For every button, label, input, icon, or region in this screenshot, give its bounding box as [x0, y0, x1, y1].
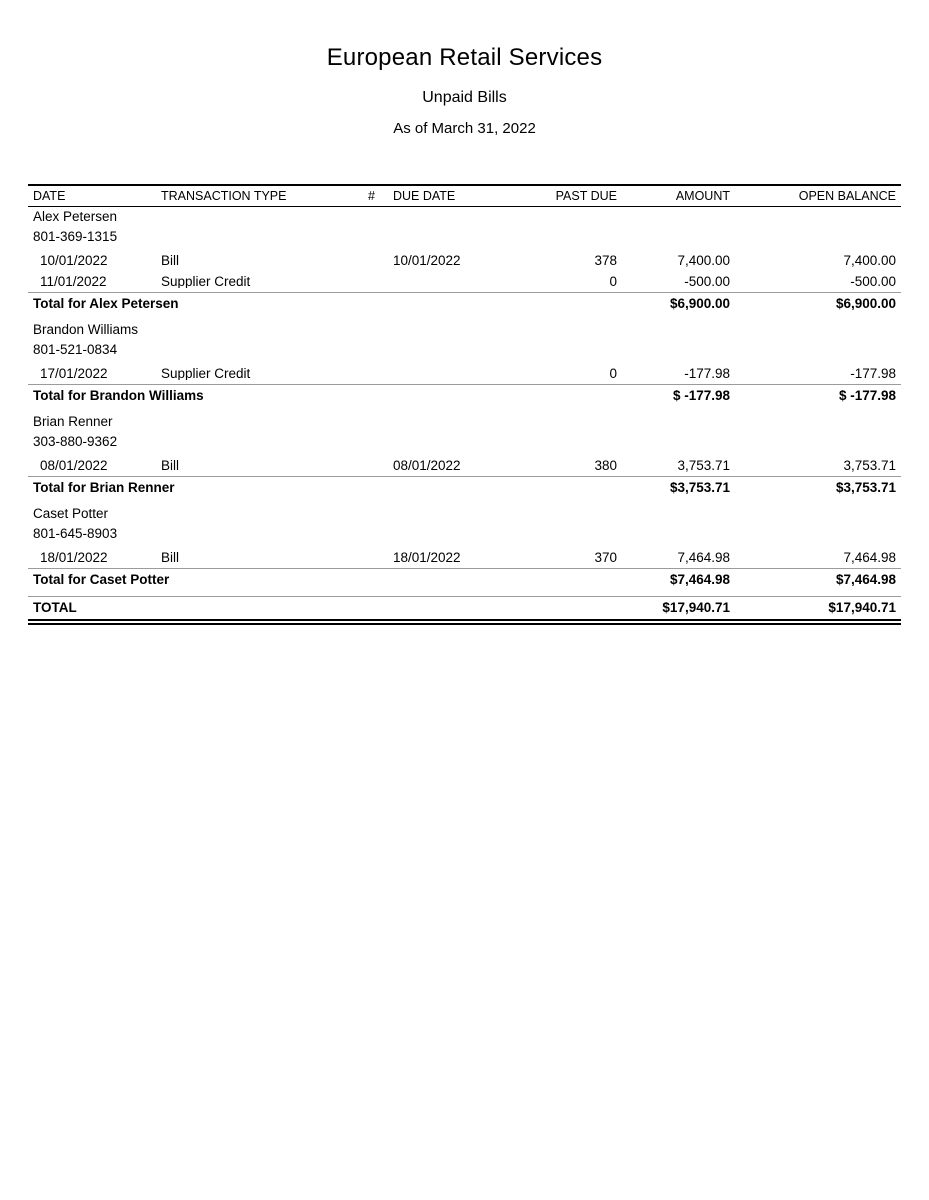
vendor-phone: 801-369-1315: [33, 230, 118, 244]
group-total-amount: $3,753.71: [669, 480, 730, 495]
table-header-row: [28, 184, 901, 207]
cell-date: 11/01/2022: [40, 274, 107, 289]
group-total-open-balance: $7,464.98: [835, 572, 896, 587]
column-header-past-due: PAST DUE: [555, 189, 617, 203]
vendor-group: [28, 504, 901, 590]
group-total-label: Total for Alex Petersen: [33, 296, 179, 311]
cell-transaction-type: Supplier Credit: [161, 274, 251, 289]
cell-open-balance: -500.00: [850, 274, 896, 289]
bill-row: [28, 271, 901, 292]
cell-due-date: 08/01/2022: [393, 458, 461, 473]
cell-open-balance: 3,753.71: [843, 458, 896, 473]
grand-total-open-balance: $17,940.71: [828, 601, 896, 615]
group-total-row: [28, 568, 901, 590]
cell-amount: 7,464.98: [677, 550, 730, 565]
vendor-phone-row: [28, 524, 901, 544]
column-header-open-balance: OPEN BALANCE: [798, 189, 896, 203]
column-header-number: #: [368, 189, 375, 203]
group-total-row: [28, 292, 901, 314]
bill-row: [28, 547, 901, 568]
report-date: As of March 31, 2022: [393, 120, 536, 137]
column-header-due-date: DUE DATE: [393, 189, 456, 203]
vendor-name-row: [28, 412, 901, 432]
group-total-amount: $6,900.00: [669, 296, 730, 311]
vendor-phone-row: [28, 432, 901, 452]
company-name: European Retail Services: [326, 44, 603, 71]
cell-date: 18/01/2022: [40, 550, 108, 565]
cell-past-due: 0: [609, 366, 617, 381]
vendor-name: Brandon Williams: [33, 323, 139, 337]
column-header-amount: AMOUNT: [675, 189, 730, 203]
grand-total-amount: $17,940.71: [662, 601, 730, 615]
group-total-label: Total for Brandon Williams: [33, 388, 204, 403]
vendor-phone-row: [28, 340, 901, 360]
bill-row: [28, 363, 901, 384]
grand-total-label: TOTAL: [33, 601, 77, 615]
column-header-transaction-type: TRANSACTION TYPE: [161, 189, 287, 203]
cell-amount: 3,753.71: [677, 458, 730, 473]
group-total-open-balance: $6,900.00: [835, 296, 896, 311]
cell-transaction-type: Bill: [161, 550, 180, 565]
vendor-name: Alex Petersen: [33, 210, 118, 224]
report-title: Unpaid Bills: [422, 89, 507, 106]
grand-total-row: [28, 596, 901, 619]
cell-past-due: 0: [609, 274, 617, 289]
cell-due-date: 18/01/2022: [393, 550, 461, 565]
vendor-name-row: [28, 504, 901, 524]
cell-date: 17/01/2022: [40, 366, 108, 381]
bill-row: [28, 250, 901, 271]
cell-past-due: 370: [594, 550, 617, 565]
cell-transaction-type: Supplier Credit: [161, 366, 251, 381]
vendor-group: [28, 320, 901, 406]
group-total-label: Total for Caset Potter: [33, 572, 170, 587]
cell-date: 10/01/2022: [40, 253, 108, 268]
cell-open-balance: 7,464.98: [843, 550, 896, 565]
vendor-phone: 801-521-0834: [33, 343, 118, 357]
vendor-group: [28, 412, 901, 498]
vendor-name-row: [28, 207, 901, 227]
vendor-name: Caset Potter: [33, 507, 109, 521]
group-total-open-balance: $ -177.98: [838, 388, 896, 403]
cell-open-balance: -177.98: [850, 366, 896, 381]
vendor-name: Brian Renner: [33, 415, 113, 429]
bottom-double-rule: [28, 619, 901, 625]
vendor-group: [28, 207, 901, 314]
group-total-row: [28, 476, 901, 498]
vendor-phone-row: [28, 227, 901, 247]
unpaid-bills-table: [28, 184, 901, 625]
vendor-phone: 801-645-8903: [33, 527, 118, 541]
group-total-amount: $7,464.98: [669, 572, 730, 587]
group-total-row: [28, 384, 901, 406]
group-total-amount: $ -177.98: [672, 388, 730, 403]
group-total-open-balance: $3,753.71: [835, 480, 896, 495]
cell-amount: 7,400.00: [677, 253, 730, 268]
cell-amount: -177.98: [684, 366, 730, 381]
bill-row: [28, 455, 901, 476]
report-header: [0, 0, 929, 137]
vendor-phone: 303-880-9362: [33, 435, 118, 449]
cell-open-balance: 7,400.00: [843, 253, 896, 268]
cell-due-date: 10/01/2022: [393, 253, 461, 268]
cell-amount: -500.00: [684, 274, 730, 289]
column-header-date: DATE: [33, 189, 66, 203]
cell-transaction-type: Bill: [161, 253, 180, 268]
cell-past-due: 378: [594, 253, 617, 268]
group-total-label: Total for Brian Renner: [33, 480, 175, 495]
cell-past-due: 380: [594, 458, 617, 473]
cell-date: 08/01/2022: [40, 458, 108, 473]
vendor-name-row: [28, 320, 901, 340]
cell-transaction-type: Bill: [161, 458, 180, 473]
